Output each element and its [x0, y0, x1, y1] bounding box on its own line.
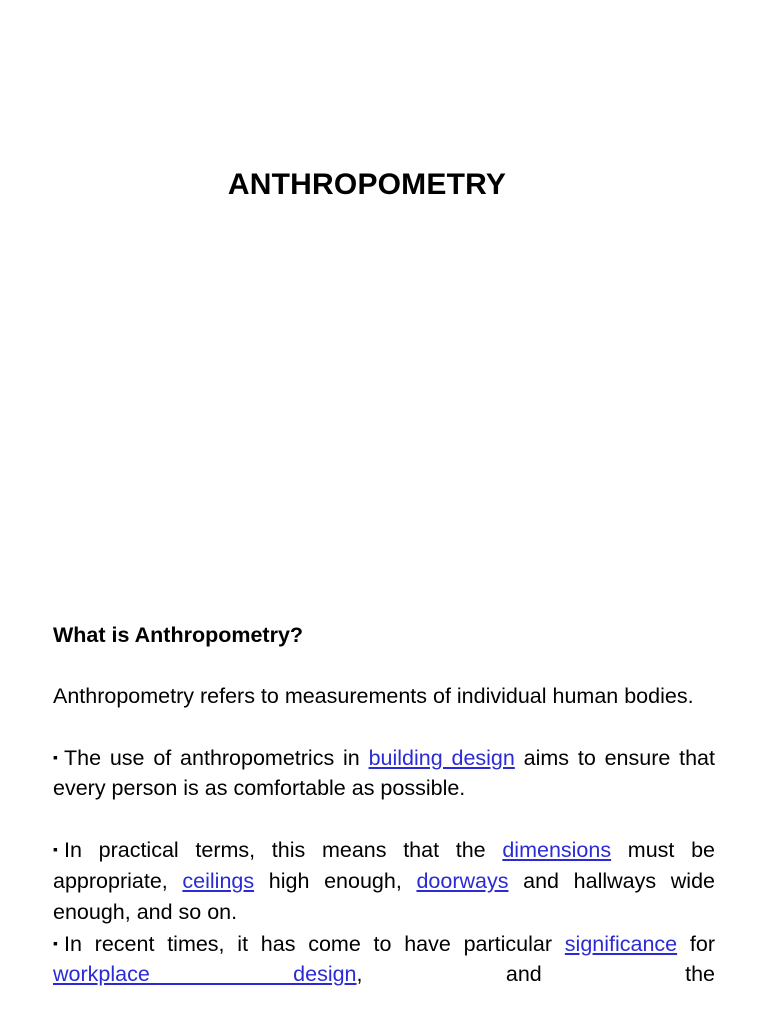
bullet-text: high enough,: [254, 868, 417, 893]
bullet-text: for: [677, 931, 715, 956]
bullet-marker-icon: ▪: [53, 934, 58, 951]
content-body: [53, 620, 715, 990]
bullet-text: In recent times, it has come to have particular: [64, 931, 565, 956]
bullet-marker-icon: ▪: [53, 748, 58, 765]
bullet-text: and hallways wide enough, and so on.: [53, 868, 715, 924]
bullet-dimensions: [53, 834, 715, 927]
link-dimensions[interactable]: dimensions: [502, 838, 612, 863]
bullet-text: The use of anthropometrics in: [64, 745, 369, 770]
link-building-design[interactable]: building design: [368, 745, 515, 770]
bullet-text: , and the: [356, 962, 716, 987]
link-significance[interactable]: significance: [564, 931, 678, 956]
bullet-marker-icon: ▪: [53, 841, 58, 858]
link-ceilings[interactable]: ceilings: [182, 868, 255, 893]
bullet-text: aims to ensure that every person is as comfortable as possible.: [53, 745, 715, 801]
definition-paragraph: Anthropometry refers to measurements of individual human bodies.: [53, 683, 694, 708]
slide-title: ANTHROPOMETRY: [227, 168, 507, 201]
bullet-text: must be appropriate,: [53, 838, 715, 893]
link-doorways[interactable]: doorways: [416, 868, 509, 893]
bullet-workplace-design: [53, 928, 715, 991]
bullet-building-design: [53, 742, 715, 805]
section-heading: What is Anthropometry?: [53, 623, 304, 647]
bullet-text: In practical terms, this means that the: [64, 838, 503, 863]
link-workplace-design[interactable]: workplace design: [53, 962, 357, 987]
